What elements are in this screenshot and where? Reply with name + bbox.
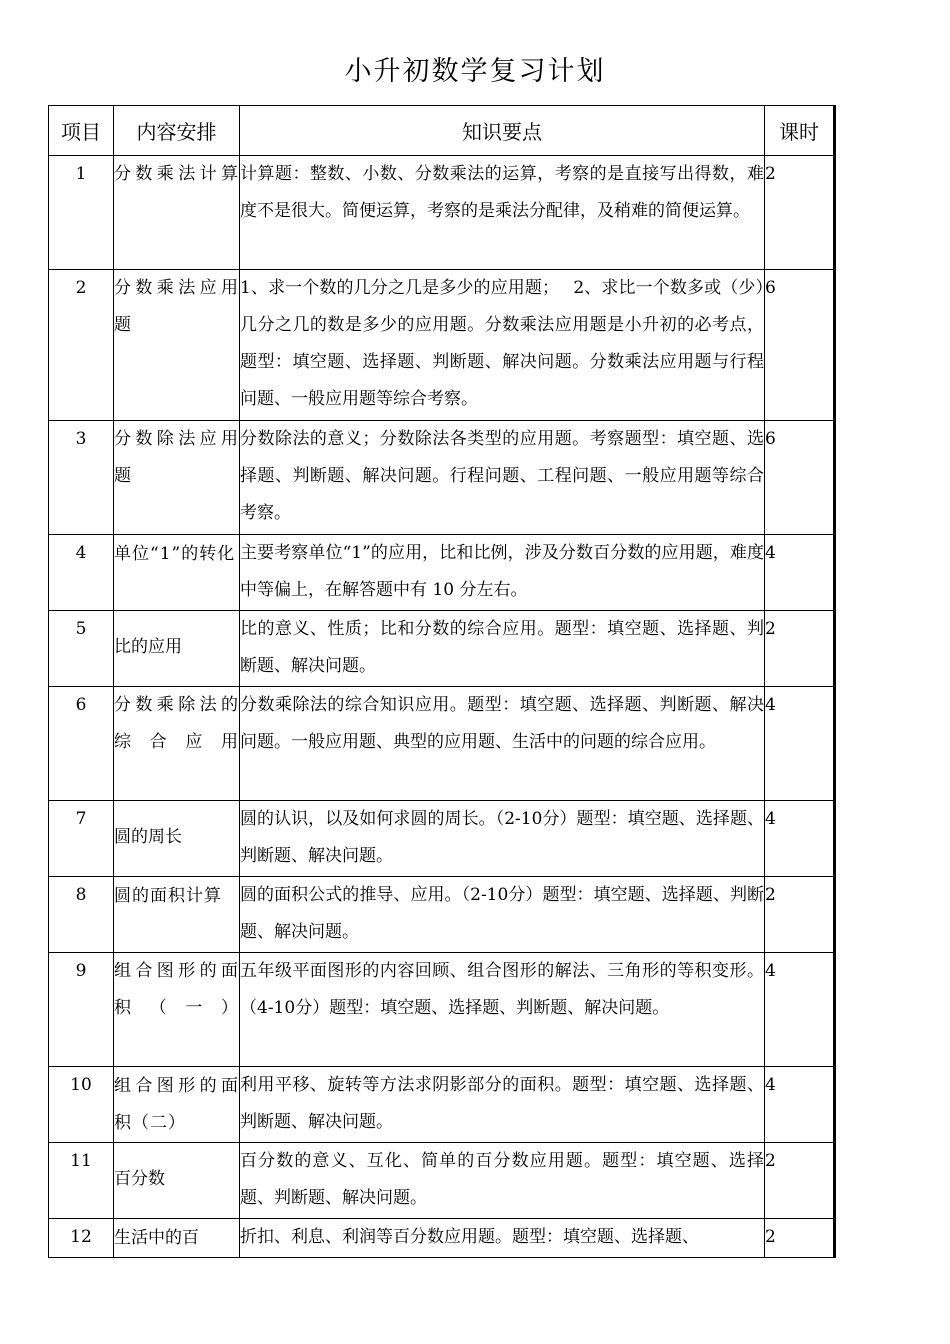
knowledge-points [240,801,765,877]
item-number-text: 3 [75,429,87,449]
table-row [49,801,835,877]
knowledge-points-text: 圆的面积公式的推导、应用。（2-10分）题型：填空题、选择题、判断题、解决问题。 [240,885,764,942]
class-hours-text: 4 [765,543,776,563]
content-topic [114,156,240,270]
knowledge-points [240,1219,765,1258]
content-topic-text: 分数乘除法的综合应用 [114,695,239,752]
content-topic-text: 分数乘法计算 [114,164,239,184]
class-hours-text: 2 [765,1151,776,1171]
item-number-text: 6 [75,695,87,715]
knowledge-points [240,611,765,687]
content-topic-text: 百分数 [114,1169,165,1189]
class-hours-text: 6 [765,429,776,449]
item-number [49,611,114,687]
knowledge-points-text: 计算题：整数、小数、分数乘法的运算，考察的是直接写出得数，难度不是很大。简便运算，考察的是乘法分配律，及稍难的简便运算。 [240,164,764,221]
table-row [49,611,835,687]
table-row [49,156,835,270]
header-hours: 课时 [765,106,835,156]
table-row [49,953,835,1067]
content-topic [114,1219,240,1258]
content-topic [114,687,240,801]
content-topic [114,421,240,535]
knowledge-points [240,270,765,421]
content-topic-text: 生活中的百 [114,1228,199,1248]
item-number [49,801,114,877]
class-hours [765,421,835,535]
content-topic [114,535,240,611]
knowledge-points-text: 1、求一个数的几分之几是多少的应用题； 2、求比一个数多或（少）几分之几的数是多少的应用题。分数乘法应用题是小升初的必考点，题型：填空题、选择题、判断题、解决问题。分数乘法应用题与行程问题、一般应用题等综合考察。 [240,278,764,409]
class-hours-text: 6 [765,278,776,298]
review-plan-table [48,105,836,1258]
content-topic-text: 组合图形的面积（二） [114,1076,239,1133]
item-number [49,953,114,1067]
knowledge-points [240,421,765,535]
class-hours [765,687,835,801]
content-topic-text: 组合图形的面积（一） [114,961,239,1018]
table-row [49,1219,835,1258]
table-row [49,421,835,535]
class-hours [765,1219,835,1258]
knowledge-points [240,877,765,953]
class-hours-text: 2 [765,885,776,905]
class-hours [765,535,835,611]
table-row [49,270,835,421]
knowledge-points-text: 圆的认识，以及如何求圆的周长。（2-10分）题型：填空题、选择题、判断题、解决问题。 [240,809,764,866]
class-hours [765,1143,835,1219]
content-topic-text: 单位“1”的转化 [114,544,236,564]
class-hours-text: 2 [765,1227,776,1247]
content-topic-text: 分数乘法应用题 [114,278,239,335]
item-number-text: 7 [75,809,87,829]
content-topic-text: 比的应用 [114,637,182,657]
item-number-text: 2 [75,278,87,298]
knowledge-points [240,156,765,270]
item-number-text: 12 [70,1227,92,1247]
class-hours [765,270,835,421]
content-topic [114,270,240,421]
class-hours [765,877,835,953]
class-hours [765,801,835,877]
table-row [49,877,835,953]
table-row [49,1067,835,1143]
item-number [49,687,114,801]
class-hours-text: 4 [765,695,776,715]
class-hours [765,1067,835,1143]
knowledge-points [240,687,765,801]
knowledge-points-text: 五年级平面图形的内容回顾、组合图形的解法、三角形的等积变形。（4-10分）题型：填空题、选择题、判断题、解决问题。 [240,961,764,1018]
item-number [49,1219,114,1258]
knowledge-points-text: 分数乘除法的综合知识应用。题型：填空题、选择题、判断题、解决问题。一般应用题、典型的应用题、生活中的问题的综合应用。 [240,695,764,752]
item-number-text: 9 [75,961,87,981]
knowledge-points [240,1067,765,1143]
content-topic [114,1067,240,1143]
table-row [49,535,835,611]
knowledge-points-text: 主要考察单位“1”的应用，比和比例，涉及分数百分数的应用题，难度中等偏上，在解答题中有 10 分左右。 [240,543,764,600]
item-number-text: 11 [70,1151,92,1171]
content-topic [114,611,240,687]
item-number [49,1143,114,1219]
table-row [49,1143,835,1219]
knowledge-points [240,953,765,1067]
content-topic [114,953,240,1067]
item-number-text: 4 [75,543,87,563]
item-number [49,421,114,535]
header-item: 项目 [49,106,114,156]
class-hours [765,953,835,1067]
item-number-text: 8 [75,885,87,905]
page-title: 小升初数学复习计划 [344,56,606,87]
item-number-text: 10 [70,1075,92,1095]
knowledge-points-text: 百分数的意义、互化、简单的百分数应用题。题型：填空题、选择题、判断题、解决问题。 [240,1151,764,1208]
item-number-text: 5 [75,619,87,639]
item-number [49,1067,114,1143]
content-topic-text: 圆的面积计算 [114,886,222,906]
item-number [49,270,114,421]
class-hours [765,156,835,270]
class-hours [765,611,835,687]
item-number [49,535,114,611]
content-topic [114,801,240,877]
knowledge-points-text: 分数除法的意义；分数除法各类型的应用题。考察题型：填空题、选择题、判断题、解决问题。行程问题、工程问题、一般应用题等综合考察。 [240,429,764,523]
content-topic-text: 分数除法应用题 [114,429,239,486]
content-topic [114,1143,240,1219]
knowledge-points-text: 折扣、利息、利润等百分数应用题。题型：填空题、选择题、 [240,1227,699,1247]
table-header-row [49,106,835,156]
content-topic [114,877,240,953]
class-hours-text: 2 [765,619,776,639]
table-row [49,687,835,801]
item-number [49,877,114,953]
content-topic-text: 圆的周长 [114,827,182,847]
class-hours-text: 4 [765,1075,776,1095]
knowledge-points-text: 利用平移、旋转等方法求阴影部分的面积。题型：填空题、选择题、判断题、解决问题。 [240,1075,764,1132]
table-body [49,156,835,1258]
item-number-text: 1 [75,164,87,184]
item-number [49,156,114,270]
knowledge-points [240,535,765,611]
knowledge-points [240,1143,765,1219]
class-hours-text: 2 [765,164,776,184]
class-hours-text: 4 [765,961,776,981]
header-key-points: 知识要点 [240,106,765,156]
class-hours-text: 4 [765,809,776,829]
header-content: 内容安排 [114,106,240,156]
knowledge-points-text: 比的意义、性质；比和分数的综合应用。题型：填空题、选择题、判断题、解决问题。 [240,619,764,676]
